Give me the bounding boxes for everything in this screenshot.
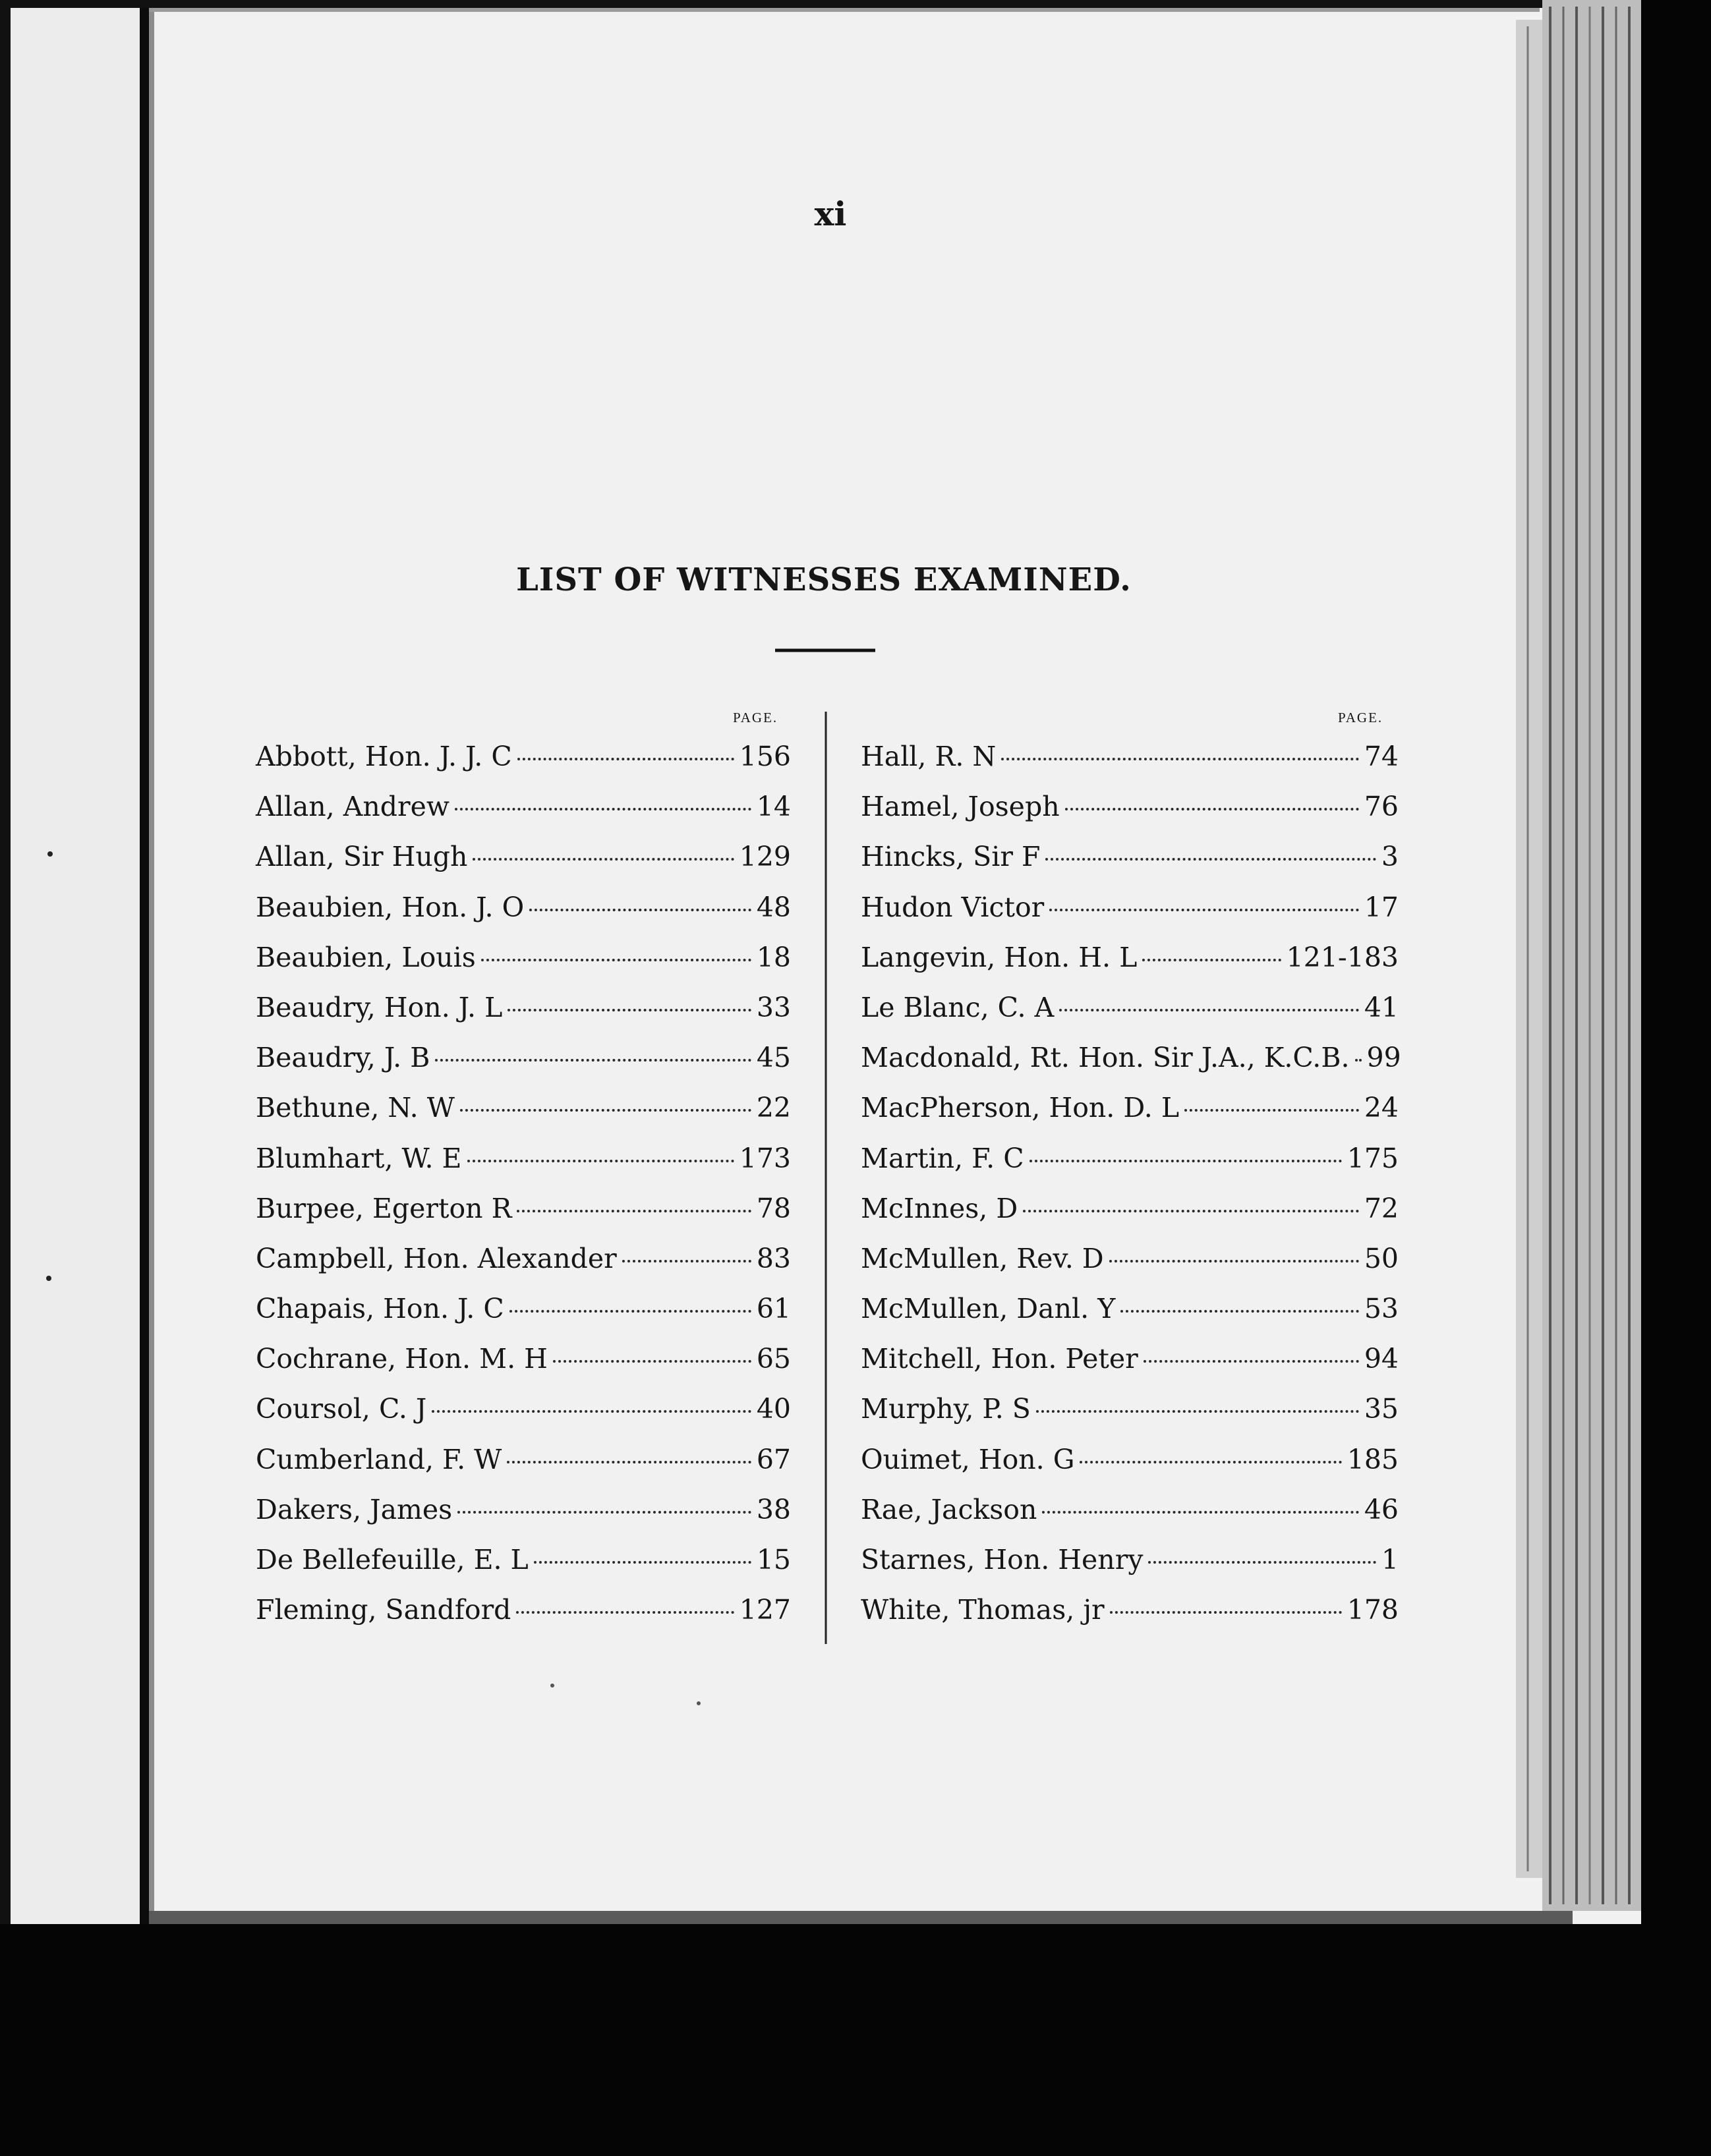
witness-page-number: 67	[756, 1443, 791, 1475]
page-column-header: PAGE.	[1338, 710, 1383, 725]
witness-entry	[861, 1183, 1399, 1234]
witness-entry	[861, 1434, 1399, 1485]
witness-page-number: 99	[1366, 1042, 1401, 1074]
dot-leader	[517, 758, 734, 760]
witness-list-right	[861, 731, 1399, 1635]
witness-name: Rae, Jackson	[861, 1493, 1037, 1525]
witness-name: Dakers, James	[256, 1493, 453, 1525]
witness-name: Hall, R. N	[861, 741, 997, 772]
witness-name: Mitchell, Hon. Peter	[861, 1343, 1138, 1375]
witness-name: Hudon Victor	[861, 891, 1045, 923]
witness-page-number: 83	[756, 1242, 791, 1274]
witness-entry	[861, 1585, 1399, 1635]
dot-leader	[1065, 808, 1359, 810]
dot-leader	[529, 909, 751, 911]
witness-name: White, Thomas, jr	[861, 1594, 1105, 1626]
witness-entry	[861, 1384, 1399, 1434]
witness-page-number: 48	[756, 891, 791, 923]
dot-leader	[509, 1310, 751, 1313]
witness-entry	[256, 932, 791, 982]
dot-leader	[467, 1160, 734, 1162]
witness-name: Murphy, P. S	[861, 1393, 1031, 1425]
witness-entry	[256, 1234, 791, 1284]
witness-entry	[256, 1334, 791, 1384]
dot-leader	[1144, 1360, 1359, 1363]
witness-name: Hincks, Sir F	[861, 841, 1041, 873]
witness-entry	[256, 1585, 791, 1635]
dot-leader	[508, 1009, 751, 1011]
witness-entry	[256, 1133, 791, 1183]
dot-leader	[1045, 858, 1376, 861]
witness-name: De Bellefeuille, E. L	[256, 1544, 529, 1575]
witness-name: Bethune, N. W	[256, 1092, 455, 1124]
dot-leader	[1120, 1310, 1359, 1313]
dot-leader	[1148, 1561, 1376, 1564]
witness-entry	[256, 1535, 791, 1585]
witness-page-number: 38	[756, 1493, 791, 1525]
witness-entry	[256, 731, 791, 781]
witness-page-number: 78	[756, 1192, 791, 1224]
witness-entry	[861, 1133, 1399, 1183]
witness-page-number: 40	[756, 1393, 791, 1425]
witness-name: Abbott, Hon. J. J. C	[256, 741, 512, 772]
witness-entry	[861, 731, 1399, 781]
witness-entry	[861, 1485, 1399, 1535]
dot-leader	[1355, 1059, 1362, 1062]
witness-page-number: 53	[1364, 1293, 1399, 1325]
witness-page-number: 45	[756, 1042, 791, 1074]
witness-page-number: 156	[739, 741, 791, 772]
witness-page-number: 76	[1364, 791, 1399, 823]
witness-page-number: 74	[1364, 741, 1399, 772]
witness-page-number: 50	[1364, 1242, 1399, 1274]
witness-name: Chapais, Hon. J. C	[256, 1293, 504, 1325]
dot-leader	[455, 808, 751, 810]
witness-entry	[256, 1284, 791, 1334]
witness-page-number: 129	[739, 841, 791, 873]
witness-entry	[256, 982, 791, 1033]
dot-leader	[507, 1461, 751, 1463]
witness-name: Starnes, Hon. Henry	[861, 1544, 1144, 1575]
witness-page-number: 46	[1364, 1493, 1399, 1525]
witness-page-number: 41	[1364, 991, 1399, 1023]
page-column-header: PAGE.	[733, 710, 778, 725]
witness-page-number: 22	[756, 1092, 791, 1124]
witness-entry	[861, 932, 1399, 982]
witness-page-number: 173	[739, 1142, 791, 1174]
witness-name: Allan, Andrew	[256, 791, 450, 823]
witness-entry	[256, 1183, 791, 1234]
witness-page-number: 14	[756, 791, 791, 823]
witness-page-number: 35	[1364, 1393, 1399, 1425]
witness-page-number: 15	[756, 1544, 791, 1575]
witness-name: Hamel, Joseph	[861, 791, 1060, 823]
dot-leader	[1049, 909, 1359, 911]
witness-page-number: 18	[756, 941, 791, 973]
dot-leader	[1042, 1511, 1358, 1514]
witness-entry	[861, 1234, 1399, 1284]
witness-page-number: 185	[1347, 1443, 1399, 1475]
witness-name: Coursol, C. J	[256, 1393, 427, 1425]
witness-entry	[256, 882, 791, 932]
witness-page-number: 94	[1364, 1343, 1399, 1375]
witness-name: Beaubien, Louis	[256, 941, 476, 973]
page-title: LIST OF WITNESSES EXAMINED.	[516, 561, 1132, 598]
dot-leader	[432, 1410, 751, 1413]
dot-leader	[1059, 1009, 1359, 1011]
witness-name: Burpee, Egerton R	[256, 1192, 512, 1224]
dot-leader	[1023, 1210, 1359, 1212]
dot-leader	[1001, 758, 1359, 760]
dot-leader	[1036, 1410, 1359, 1413]
witness-name: Beaudry, Hon. J. L	[256, 991, 503, 1023]
witness-name: McMullen, Rev. D	[861, 1242, 1104, 1274]
dot-leader	[1080, 1461, 1341, 1463]
witness-entry	[256, 781, 791, 832]
witness-page-number: 65	[756, 1343, 791, 1375]
witness-entry	[861, 781, 1399, 832]
witness-page-number: 24	[1364, 1092, 1399, 1124]
witness-entry	[256, 1083, 791, 1133]
witness-entry	[256, 1434, 791, 1485]
witness-entry	[256, 1033, 791, 1083]
witness-name: Allan, Sir Hugh	[256, 841, 468, 873]
witness-page-number: 33	[756, 991, 791, 1023]
witness-name: Cumberland, F. W	[256, 1443, 502, 1475]
witness-name: Le Blanc, C. A	[861, 991, 1055, 1023]
witness-entry	[861, 832, 1399, 882]
witness-name: Martin, F. C	[861, 1142, 1024, 1174]
dot-leader	[1030, 1160, 1342, 1162]
dot-leader	[1109, 1260, 1359, 1262]
dot-leader	[622, 1260, 751, 1262]
witness-list-left	[256, 731, 791, 1635]
page-number: xi	[814, 194, 847, 233]
dot-leader	[1184, 1109, 1359, 1112]
dot-leader	[457, 1511, 751, 1514]
dot-leader	[516, 1611, 734, 1614]
witness-entry	[861, 982, 1399, 1033]
dot-leader	[534, 1561, 751, 1564]
witness-name: Campbell, Hon. Alexander	[256, 1242, 617, 1274]
witness-page-number: 1	[1381, 1544, 1399, 1575]
witness-name: McInnes, D	[861, 1192, 1018, 1224]
dot-leader	[1142, 959, 1281, 961]
dot-leader	[460, 1109, 751, 1112]
witness-name: Blumhart, W. E	[256, 1142, 462, 1174]
witness-entry	[256, 1384, 791, 1434]
witness-name: Langevin, Hon. H. L	[861, 941, 1138, 973]
dot-leader	[553, 1360, 751, 1363]
dot-leader	[481, 959, 751, 961]
witness-entry	[256, 1485, 791, 1535]
witness-page-number: 121-183	[1286, 941, 1399, 973]
witness-name: Beaudry, J. B	[256, 1042, 430, 1074]
dot-leader	[435, 1059, 751, 1062]
witness-page-number: 3	[1381, 841, 1399, 873]
witness-entry	[861, 882, 1399, 932]
witness-name: Beaubien, Hon. J. O	[256, 891, 525, 923]
witness-page-number: 127	[739, 1594, 791, 1626]
witness-page-number: 61	[756, 1293, 791, 1325]
witness-name: McMullen, Danl. Y	[861, 1293, 1116, 1325]
witness-entry	[861, 1083, 1399, 1133]
witness-entry	[861, 1033, 1399, 1083]
witness-entry	[861, 1284, 1399, 1334]
dot-leader	[517, 1210, 751, 1212]
witness-name: Ouimet, Hon. G	[861, 1443, 1075, 1475]
witness-entry	[256, 832, 791, 882]
witness-page-number: 178	[1347, 1594, 1399, 1626]
witness-name: Macdonald, Rt. Hon. Sir J.A., K.C.B.	[861, 1042, 1350, 1074]
witness-page-number: 72	[1364, 1192, 1399, 1224]
witness-name: MacPherson, Hon. D. L	[861, 1092, 1180, 1124]
dot-leader	[1110, 1611, 1342, 1614]
witness-entry	[861, 1535, 1399, 1585]
witness-page-number: 17	[1364, 891, 1399, 923]
witness-page-number: 175	[1347, 1142, 1399, 1174]
witness-name: Fleming, Sandford	[256, 1594, 511, 1626]
witness-entry	[861, 1334, 1399, 1384]
witness-name: Cochrane, Hon. M. H	[256, 1343, 548, 1375]
dot-leader	[473, 858, 734, 861]
